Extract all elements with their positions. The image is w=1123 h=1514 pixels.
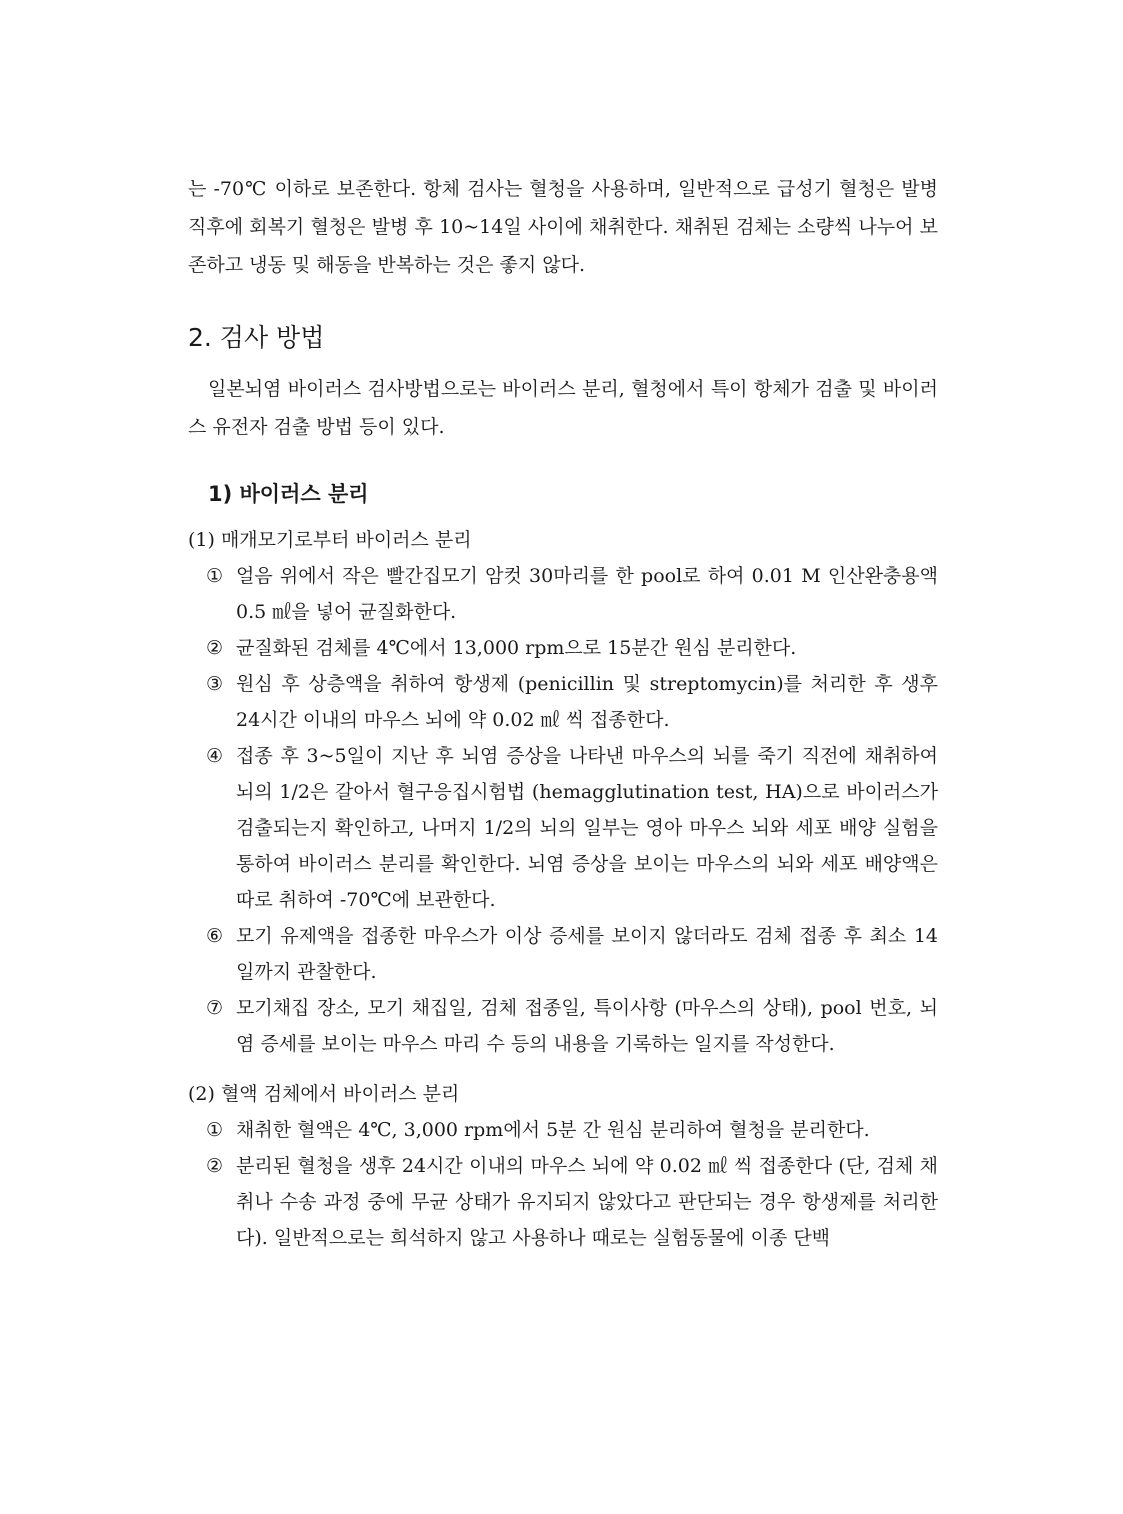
list-item (188, 1112, 938, 1148)
list-item (188, 918, 938, 990)
group-virus-from-blood (188, 1076, 938, 1256)
item-text: 접종 후 3~5일이 지난 후 뇌염 증상을 나타낸 마우스의 뇌를 죽기 직전에 채취하여 뇌의 1/2은 갈아서 혈구응집시험법 (hemagglutination test, HA)으로 바이러스가 검출되는지 확인하고, 나머지 1/2의 뇌의 일부는 영아 마우스 뇌와 세포 배양 실험을 통하여 바이러스 분리를 확인한다. 뇌염 증상을 보이는 마우스의 뇌와 세포 배양액은 따로 취하여 -70℃에 보관한다. (236, 745, 938, 911)
item-text: 채취한 혈액은 4℃, 3,000 rpm에서 5분 간 원심 분리하여 혈청을 분리한다. (236, 1119, 870, 1141)
item-number: ③ (206, 673, 224, 695)
item-number: ⑦ (206, 997, 224, 1019)
list-item (188, 1148, 938, 1256)
item-text: 모기채집 장소, 모기 채집일, 검체 접종일, 특이사항 (마우스의 상태), pool 번호, 뇌염 증세를 보이는 마우스 마리 수 등의 내용을 기록하는 일지를 작성한다. (236, 997, 938, 1055)
list-item (188, 990, 938, 1062)
step-list (188, 558, 938, 1062)
item-number: ② (206, 1155, 224, 1177)
step-list (188, 1112, 938, 1256)
list-item (188, 666, 938, 738)
item-number: ④ (206, 745, 224, 767)
document-page (188, 170, 938, 1256)
group-virus-from-mosquito (188, 522, 938, 1062)
item-text: 얼음 위에서 작은 빨간집모기 암컷 30마리를 한 pool로 하여 0.01 M 인산완충용액 0.5 ㎖을 넣어 균질화한다. (236, 565, 938, 623)
subsection-title: 1) 바이러스 분리 (208, 482, 369, 506)
item-text: 원심 후 상층액을 취하여 항생제 (penicillin 및 streptomycin)를 처리한 후 생후 24시간 이내의 마우스 뇌에 약 0.02 ㎖ 씩 접종한다. (236, 673, 938, 731)
item-text: 균질화된 검체를 4℃에서 13,000 rpm으로 15분간 원심 분리한다. (236, 637, 797, 659)
item-text: 모기 유제액을 접종한 마우스가 이상 증세를 보이지 않더라도 검체 접종 후 최소 14일까지 관찰한다. (236, 925, 938, 983)
list-item (188, 558, 938, 630)
item-number: ① (206, 565, 224, 587)
item-number: ① (206, 1119, 224, 1141)
item-text: 분리된 혈청을 생후 24시간 이내의 마우스 뇌에 약 0.02 ㎖ 씩 접종한다 (단, 검체 채취나 수송 과정 중에 무균 상태가 유지되지 않았다고 판단되는 경우 항생제를 처리한다). 일반적으로는 희석하지 않고 사용하나 때로는 실험동물에 이종 단백 (236, 1155, 938, 1249)
group-title: (1) 매개모기로부터 바이러스 분리 (188, 529, 472, 551)
group-title: (2) 혈액 검체에서 바이러스 분리 (188, 1083, 460, 1105)
list-item (188, 738, 938, 918)
item-number: ⑥ (206, 925, 224, 947)
section-paragraph: 일본뇌염 바이러스 검사방법으로는 바이러스 분리, 혈청에서 특이 항체가 검출 및 바이러스 유전자 검출 방법 등이 있다. (188, 378, 938, 438)
section-title: 2. 검사 방법 (188, 323, 325, 352)
list-item (188, 630, 938, 666)
intro-paragraph: 는 -70℃ 이하로 보존한다. 항체 검사는 혈청을 사용하며, 일반적으로 급성기 혈청은 발병 직후에 회복기 혈청은 발병 후 10~14일 사이에 채취한다. 채취된 검체는 소량씩 나누어 보존하고 냉동 및 해동을 반복하는 것은 좋지 않다. (188, 178, 938, 276)
item-number: ② (206, 637, 224, 659)
